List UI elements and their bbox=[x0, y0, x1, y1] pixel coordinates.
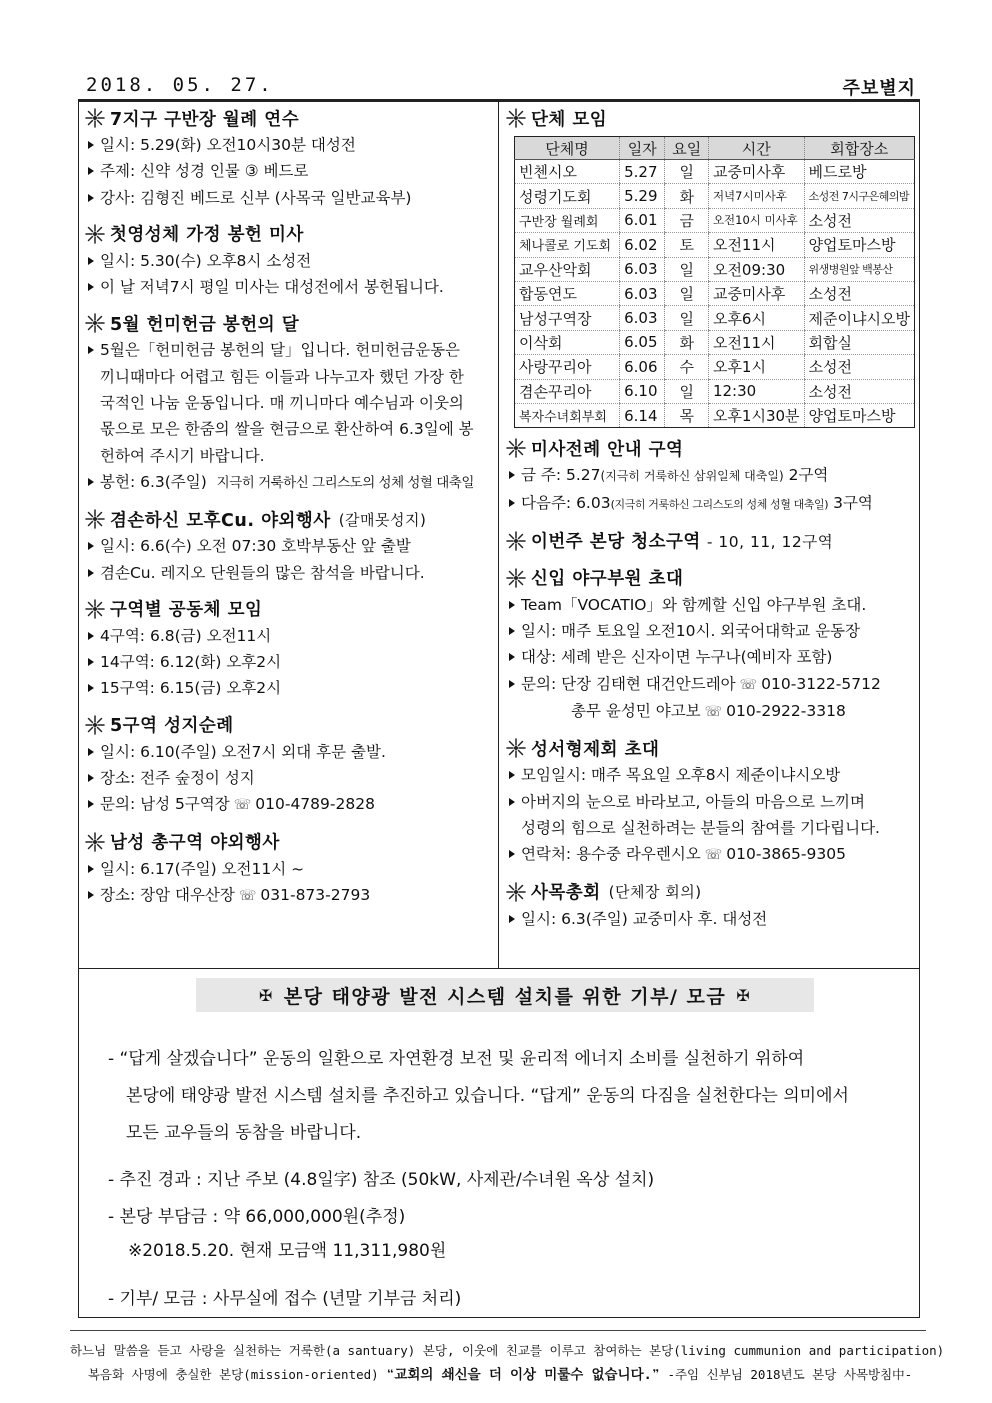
section-title: 첫영성체 가정 봉헌 미사 bbox=[110, 225, 304, 246]
table-cell: 일 bbox=[665, 257, 709, 281]
table-row bbox=[515, 281, 915, 305]
list-item: 아버지의 눈으로 바라보고, 아들의 마음으로 느끼며 bbox=[505, 789, 915, 815]
list-item: 총무 윤성민 야고보 ☏ 010-2922-3318 bbox=[571, 702, 846, 721]
table-cell: 남성구역장 bbox=[515, 306, 620, 330]
section-baseball bbox=[505, 564, 915, 725]
flower-icon bbox=[505, 530, 527, 552]
table-cell: 사랑꾸리아 bbox=[515, 355, 620, 379]
section-subtitle: (단체장 회의) bbox=[608, 883, 702, 902]
table-row bbox=[515, 379, 915, 403]
flower-icon bbox=[505, 437, 527, 459]
table-cell: 오후6시 bbox=[708, 306, 804, 330]
table-cell: 오전09:30 bbox=[708, 257, 804, 281]
list-item: 장소: 전주 숲정이 성지 bbox=[84, 765, 494, 791]
list-item: Team「VOCATIO」와 함께할 신입 야구부원 초대. bbox=[505, 592, 915, 618]
flower-icon bbox=[505, 737, 527, 759]
list-item: 모임일시: 매주 목요일 오후8시 제준이냐시오방 bbox=[505, 762, 915, 788]
list-item-continued: 성령의 힘으로 실천하려는 분들의 참여를 기다립니다. bbox=[521, 818, 880, 837]
section-mass-liturgy bbox=[505, 434, 915, 518]
cross-icon: ✠ bbox=[258, 985, 274, 1005]
bulletin-date: 2018. 05. 27. bbox=[86, 74, 274, 96]
list-item: 연락처: 용수중 라우렌시오 ☏ 010-3865-9305 bbox=[505, 841, 915, 868]
section-title: 사목총회 bbox=[531, 883, 601, 904]
donation-banner bbox=[196, 978, 814, 1012]
section-community-meetings bbox=[84, 595, 494, 702]
section-title: 성서형제회 초대 bbox=[531, 739, 660, 760]
donation-receipt: - 기부/ 모금 : 사무실에 접수 (년말 기부금 처리) bbox=[108, 1289, 462, 1309]
list-item: 일시: 6.10(주일) 오전7시 외대 후문 출발. bbox=[84, 739, 494, 765]
section-bible-brotherhood bbox=[505, 734, 915, 868]
list-item: 일시: 매주 토요일 오전10시. 외국어대학교 운동장 bbox=[505, 618, 915, 644]
footer-motto-line: 복음화 사명에 충실한 본당(mission-oriented) ❝교회의 쇄신을 더 이상 미룰수 없습니다.❞ -주임 신부님 2018년도 본당 사목방침中- bbox=[87, 1367, 913, 1383]
section-title: 7지구 구반장 월례 연수 bbox=[110, 109, 300, 130]
table-cell: 화 bbox=[665, 184, 709, 208]
footer-rule bbox=[70, 1330, 926, 1331]
flower-icon bbox=[84, 508, 106, 530]
table-row bbox=[515, 160, 915, 184]
table-row bbox=[515, 403, 915, 427]
list-item: 이 날 저녁7시 평일 미사는 대성전에서 봉헌됩니다. bbox=[84, 274, 494, 300]
table-cell: 화 bbox=[665, 330, 709, 354]
page-header bbox=[78, 74, 920, 100]
section-cleaning bbox=[505, 527, 915, 555]
table-cell: 오전11시 bbox=[708, 233, 804, 257]
phone-number: 010-3122-5712 bbox=[761, 674, 881, 693]
table-cell: 회합실 bbox=[804, 330, 914, 354]
right-column bbox=[505, 104, 915, 941]
footer-motto: ❝교회의 쇄신을 더 이상 미룰수 없습니다.❞ bbox=[386, 1367, 660, 1383]
section-subtitle: (갈매못성지) bbox=[338, 510, 427, 529]
list-item: 일시: 5.30(수) 오후8시 소성전 bbox=[84, 248, 494, 274]
flower-icon bbox=[505, 107, 527, 129]
list-item: 금 주: 5.27(지극히 거룩하신 삼위일체 대축일) 2구역 bbox=[505, 462, 915, 489]
table-cell: 소성전 bbox=[804, 355, 914, 379]
table-row bbox=[515, 306, 915, 330]
list-item: 다음주: 6.03(지극히 거룩하신 그리스도의 성체 성혈 대축일) 3구역 bbox=[505, 490, 915, 518]
phone-number: 010-3865-9305 bbox=[726, 845, 846, 864]
table-cell: 일 bbox=[665, 379, 709, 403]
table-cell: 양업토마스방 bbox=[804, 403, 914, 427]
flower-icon bbox=[84, 714, 106, 736]
table-cell: 이삭회 bbox=[515, 330, 620, 354]
list-item: 15구역: 6.15(금) 오후2시 bbox=[84, 675, 494, 701]
table-cell: 6.02 bbox=[620, 233, 665, 257]
table-cell: 겸손꾸리아 bbox=[515, 379, 620, 403]
section-first-communion bbox=[84, 220, 494, 301]
left-column bbox=[84, 104, 494, 918]
section-pastoral-council bbox=[505, 878, 915, 932]
table-cell: 6.10 bbox=[620, 379, 665, 403]
donation-paragraph-line: 모든 교우들의 동참을 바랍니다. bbox=[126, 1123, 362, 1143]
table-cell: 체나콜로 기도회 bbox=[515, 233, 620, 257]
table-row bbox=[515, 257, 915, 281]
section-divider bbox=[78, 968, 920, 969]
table-cell: 6.03 bbox=[620, 306, 665, 330]
list-item: 일시: 5.29(화) 오전10시30분 대성전 bbox=[84, 132, 494, 158]
table-cell: 6.14 bbox=[620, 403, 665, 427]
table-cell: 일 bbox=[665, 281, 709, 305]
table-cell: 6.06 bbox=[620, 355, 665, 379]
section-title: 이번주 본당 청소구역 bbox=[531, 532, 701, 553]
phone-number: 010-4789-2828 bbox=[255, 795, 375, 814]
column-header: 회합장소 bbox=[804, 137, 914, 160]
table-cell: 소성전 7시구은혜의밤 bbox=[804, 184, 914, 208]
phone-icon: ☏ bbox=[704, 847, 723, 864]
list-item: 14구역: 6.12(화) 오후2시 bbox=[84, 649, 494, 675]
table-cell: 교우산악회 bbox=[515, 257, 620, 281]
donation-burden: - 본당 부담금 : 약 66,000,000원(추정) bbox=[108, 1207, 406, 1227]
phone-icon: ☏ bbox=[704, 704, 723, 721]
table-cell: 오전10시 미사후 bbox=[708, 208, 804, 232]
donation-progress: - 추진 경과 : 지난 주보 (4.8일字) 참조 (50kW, 사제관/수녀원 옥상 설치) bbox=[108, 1170, 655, 1190]
list-item: 강사: 김형진 베드로 신부 (사목국 일반교육부) bbox=[84, 185, 494, 211]
table-cell: 성령기도회 bbox=[515, 184, 620, 208]
section-title: 5월 헌미헌금 봉헌의 달 bbox=[110, 314, 300, 335]
table-cell: 6.01 bbox=[620, 208, 665, 232]
flower-icon bbox=[84, 598, 106, 620]
table-cell: 교중미사후 bbox=[708, 160, 804, 184]
list-item: 대상: 세례 받은 신자이면 누구나(예비자 포함) bbox=[505, 644, 915, 670]
table-cell: 베드로방 bbox=[804, 160, 914, 184]
table-cell: 오후1시30분 bbox=[708, 403, 804, 427]
table-cell: 소성전 bbox=[804, 379, 914, 403]
section-title: 남성 총구역 야외행사 bbox=[110, 833, 280, 854]
table-cell: 오후1시 bbox=[708, 355, 804, 379]
table-cell: 5.27 bbox=[620, 160, 665, 184]
list-item: 문의: 남성 5구역장 ☏ 010-4789-2828 bbox=[84, 791, 494, 818]
flower-icon bbox=[84, 831, 106, 853]
table-cell: 목 bbox=[665, 403, 709, 427]
list-item: 주제: 신약 성경 인물 ③ 베드로 bbox=[84, 158, 494, 184]
table-cell: 수 bbox=[665, 355, 709, 379]
list-item bbox=[84, 469, 494, 496]
column-header: 일자 bbox=[620, 137, 665, 160]
rice-offering-paragraph: 5월은「헌미헌금 봉헌의 달」입니다. 헌미헌금운동은 끼니때마다 어렵고 힘든 이들과 나누고자 했던 가장 한국적인 나눔 운동입니다. 매 끼니마다 예수님과 이웃의 몫으로 모은 한줌의 쌀을 현금으로 환산하여 6.3일에 봉헌하여 주시기 바랍니다. bbox=[84, 337, 476, 468]
table-cell: 일 bbox=[665, 306, 709, 330]
column-header: 단체명 bbox=[515, 137, 620, 160]
list-item: 문의: 단장 김태현 대건안드레아 ☏ 010-3122-5712 bbox=[505, 671, 915, 698]
offering-date: 봉헌: 6.3(주일) bbox=[100, 472, 207, 491]
footer-mission-line: 하느님 말씀을 듣고 사랑을 실천하는 거룩한(a santuary) 본당, 이웃에 친교를 이루고 참여하는 본당(living cummunion and participation) bbox=[70, 1343, 945, 1358]
flower-icon bbox=[505, 567, 527, 589]
group-table-body bbox=[515, 160, 915, 428]
flower-icon bbox=[84, 107, 106, 129]
table-cell: 구반장 월례회 bbox=[515, 208, 620, 232]
section-title: 5구역 성지순례 bbox=[110, 716, 234, 737]
phone-icon: ☏ bbox=[233, 797, 252, 814]
table-cell: 소성전 bbox=[804, 208, 914, 232]
section-title: 신입 야구부원 초대 bbox=[531, 569, 684, 590]
section-title: 미사전례 안내 구역 bbox=[531, 439, 684, 460]
donation-current-amount: ※2018.5.20. 현재 모금액 11,311,980원 bbox=[128, 1241, 447, 1261]
table-header-row bbox=[515, 137, 915, 160]
table-cell: 합동연도 bbox=[515, 281, 620, 305]
table-cell: 빈첸시오 bbox=[515, 160, 620, 184]
table-cell: 6.05 bbox=[620, 330, 665, 354]
table-row bbox=[515, 355, 915, 379]
section-rice-offering bbox=[84, 309, 494, 496]
table-cell: 오전11시 bbox=[708, 330, 804, 354]
flower-icon bbox=[84, 223, 106, 245]
table-cell: 저녁7시미사후 bbox=[708, 184, 804, 208]
phone-number: 010-2922-3318 bbox=[726, 702, 846, 721]
table-cell: 5.29 bbox=[620, 184, 665, 208]
phone-number: 031-873-2793 bbox=[260, 885, 371, 904]
section-men-outing bbox=[84, 828, 494, 910]
table-cell: 양업토마스방 bbox=[804, 233, 914, 257]
section-district-training bbox=[84, 104, 494, 211]
table-cell: 위생병원앞 백봉산 bbox=[804, 257, 914, 281]
table-cell: 6.03 bbox=[620, 281, 665, 305]
phone-icon: ☏ bbox=[238, 887, 257, 904]
table-cell: 제준이냐시오방 bbox=[804, 306, 914, 330]
table-cell: 금 bbox=[665, 208, 709, 232]
table-row bbox=[515, 233, 915, 257]
section-group-meetings bbox=[505, 104, 915, 428]
list-item: 겸손Cu. 레지오 단원들의 많은 참석을 바랍니다. bbox=[84, 560, 494, 586]
table-row bbox=[515, 184, 915, 208]
list-item: 일시: 6.17(주일) 오전11시 ~ bbox=[84, 856, 494, 882]
donation-title: 본당 태양광 발전 시스템 설치를 위한 기부/ 모금 bbox=[283, 985, 727, 1008]
list-item: 장소: 장암 대우산장 ☏ 031-873-2793 bbox=[84, 882, 494, 909]
offering-feast: 지극히 거룩하신 그리스도의 성체 성혈 대축일 bbox=[216, 474, 474, 491]
table-cell: 토 bbox=[665, 233, 709, 257]
table-row bbox=[515, 208, 915, 232]
bulletin-title: 주보별지 bbox=[842, 78, 916, 99]
table-cell: 일 bbox=[665, 160, 709, 184]
flower-icon bbox=[505, 881, 527, 903]
section-title: 겸손하신 모후Cu. 야외행사 bbox=[110, 510, 331, 531]
section-pilgrimage bbox=[84, 711, 494, 819]
table-cell: 소성전 bbox=[804, 281, 914, 305]
group-meeting-table bbox=[514, 136, 915, 428]
flower-icon bbox=[84, 312, 106, 334]
section-title: 단체 모임 bbox=[531, 109, 608, 130]
table-row bbox=[515, 330, 915, 354]
cross-icon: ✠ bbox=[736, 985, 752, 1005]
table-cell: 12:30 bbox=[708, 379, 804, 403]
list-item: 4구역: 6.8(금) 오전11시 bbox=[84, 623, 494, 649]
section-title: 구역별 공동체 모임 bbox=[110, 600, 263, 621]
table-cell: 6.03 bbox=[620, 257, 665, 281]
list-item: 일시: 6.3(주일) 교중미사 후. 대성전 bbox=[505, 906, 915, 932]
donation-paragraph-line: - “답게 살겠습니다” 운동의 일환으로 자연환경 보전 및 윤리적 에너지 소비를 실천하기 위하여 bbox=[108, 1049, 805, 1069]
phone-icon: ☏ bbox=[739, 676, 758, 693]
column-divider bbox=[498, 101, 499, 968]
table-cell: 교중미사후 bbox=[708, 281, 804, 305]
section-humble-mother bbox=[84, 505, 494, 586]
column-header: 시간 bbox=[708, 137, 804, 160]
column-header: 요일 bbox=[665, 137, 709, 160]
table-cell: 복자수녀회부회 bbox=[515, 403, 620, 427]
cleaning-areas: - 10, 11, 12구역 bbox=[706, 532, 834, 551]
donation-paragraph-line: 본당에 태양광 발전 시스템 설치를 추진하고 있습니다. “답게” 운동의 다짐을 실천한다는 의미에서 bbox=[126, 1086, 849, 1106]
group-table-wrap bbox=[514, 136, 915, 428]
list-item: 일시: 6.6(수) 오전 07:30 호박부동산 앞 출발 bbox=[84, 533, 494, 559]
